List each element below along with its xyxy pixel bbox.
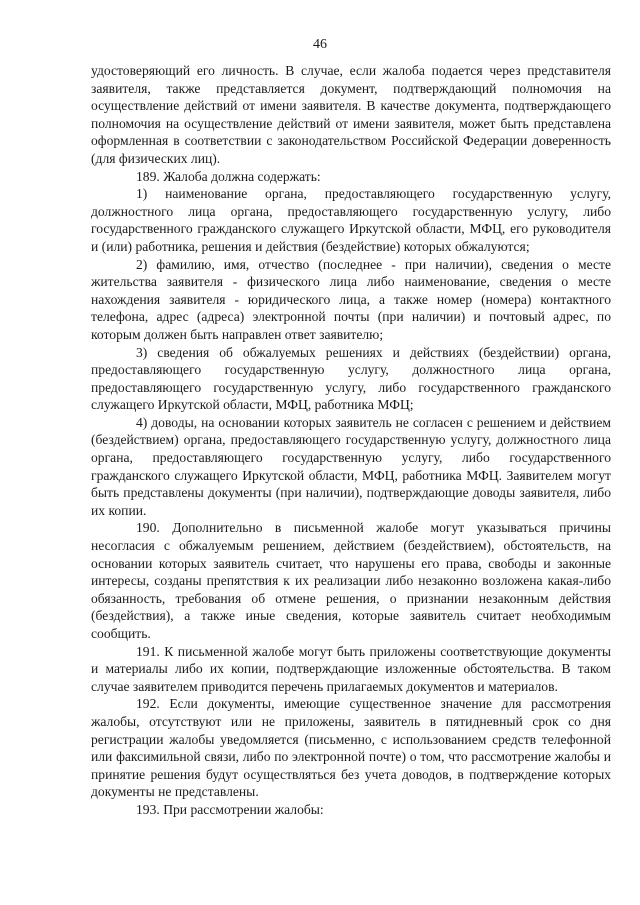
paragraph-continuation: удостоверяющий его личность. В случае, если жалоба подается через представителя заявителя, также представляется документ, подтверждающий полномочия на осуществление действий от имени заявителя. В качестве документа, подтверждающего полномочия на осуществление действий от имени заявителя, может быть представлена оформленная в соответствии с законодательством Российской Федерации доверенность (для физических лиц).	[91, 63, 611, 166]
paragraph-189-item-2: 2) фамилию, имя, отчество (последнее - при наличии), сведения о месте жительства заявителя - физического лица либо наименование, сведения о месте нахождения заявителя - юридического лица, а также номер (номера) контактного телефона, адрес (адреса) электронной почты (при наличии) и почтовый адрес, по которым должен быть направлен ответ заявителю;	[91, 256, 611, 342]
paragraph-189-item-1: 1) наименование органа, предоставляющего государственную услугу, должностного лица органа, предоставляющего государственную услугу, либо государственного гражданского служащего Иркутской области, МФЦ, его руководителя и (или) работника, решения и действия (бездействие) которых обжалуются;	[91, 186, 611, 254]
paragraph-189: 189. Жалоба должна содержать:	[136, 168, 321, 184]
paragraph-191: 191. К письменной жалобе могут быть приложены соответствующие документы и материалы либо их копии, подтверждающие изложенные обстоятельства. В таком случае заявителем приводится перечень прилагаемых документов и материалов.	[91, 643, 611, 694]
page-number: 46	[313, 37, 327, 52]
paragraph-189-item-3: 3) сведения об обжалуемых решениях и действиях (бездействии) органа, предоставляющего государственную услугу, должностного лица органа, предоставляющего государственную услугу, либо государственного гражданского служащего Иркутской области, МФЦ, работника МФЦ;	[91, 344, 611, 413]
paragraph-190: 190. Дополнительно в письменной жалобе могут указываться причины несогласия с обжалуемым решением, действием (бездействием), обстоятельств, на основании которых заявитель считает, что нарушены его права, свободы и законные интересы, созданы препятствия к их реализации либо незаконно возложена какая-либо обязанность, требования об отмене решения, о признании незаконным действия (бездействия), а также иные сведения, которые заявитель считает необходимым сообщить.	[91, 520, 611, 641]
paragraph-192: 192. Если документы, имеющие существенное значение для рассмотрения жалобы, отсутствуют или не приложены, заявитель в пятидневный срок со дня регистрации жалобы уведомляется (письменно, с использованием средств телефонной или факсимильной связи, либо по электронной почте) о том, что рассмотрение жалобы и принятие решения будут осуществляться без учета доводов, в подтверждение которых документы не представлены.	[91, 696, 611, 800]
paragraph-193: 193. При рассмотрении жалобы:	[136, 801, 324, 817]
paragraph-189-item-4: 4) доводы, на основании которых заявитель не согласен с решением и действием (бездействием) органа, предоставляющего государственную услугу, должностного лица органа, предоставляющего государственную услугу, либо государственного гражданского служащего Иркутской области, МФЦ, работника МФЦ. Заявителем могут быть представлены документы (при наличии), подтверждающие доводы заявителя, либо их копии.	[91, 414, 611, 518]
document-body	[91, 62, 611, 819]
